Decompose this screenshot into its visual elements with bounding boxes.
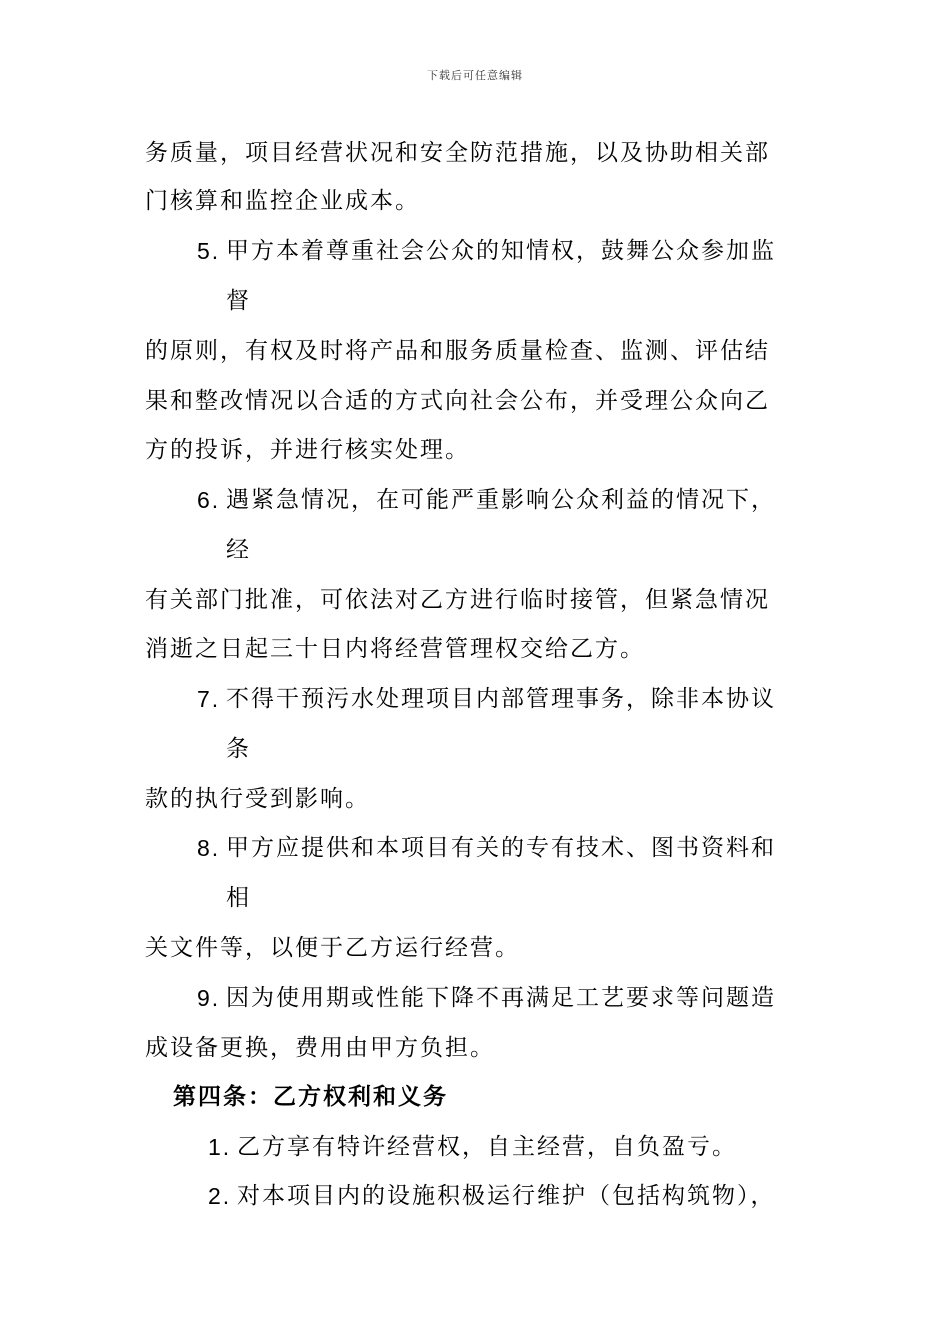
text-line: 款的执行受到影响。 [145, 786, 370, 812]
text-line: 的原则，有权及时将产品和服务质量检查、监测、评估结 [145, 338, 770, 364]
text-line: 果和整改情况以合适的方式向社会公布，并受理公众向乙 [145, 388, 770, 414]
list-number: 9. [197, 985, 221, 1011]
text-line: 方的投诉，并进行核实处理。 [145, 437, 470, 463]
text-line: 乙方享有特许经营权，自主经营，自负盈亏。 [237, 1134, 737, 1160]
text-line: 督 [226, 288, 251, 314]
text-line: 有关部门批准，可依法对乙方进行临时接管，但紧急情况 [145, 587, 770, 613]
text-line: 遇紧急情况，在可能严重影响公众利益的情况下， [226, 487, 776, 513]
text-line: 甲方本着尊重社会公众的知情权，鼓舞公众参加监 [226, 238, 776, 264]
text-line: 成设备更换，费用由甲方负担。 [145, 1035, 495, 1061]
text-line: 不得干预污水处理项目内部管理事务，除非本协议 [226, 686, 776, 712]
list-number: 7. [197, 686, 221, 712]
text-line: 因为使用期或性能下降不再满足工艺要求等问题造 [226, 985, 776, 1011]
text-line: 务质量，项目经营状况和安全防范措施，以及协助相关部 [145, 140, 770, 166]
text-line: 对本项目内的设施积极运行维护（包括构筑物）， [237, 1183, 776, 1209]
text-line: 经 [226, 537, 251, 563]
text-line: 条 [226, 736, 251, 762]
list-number: 8. [197, 835, 221, 861]
text-line: 关文件等，以便于乙方运行经营。 [145, 935, 520, 961]
text-line: 消逝之日起三十日内将经营管理权交给乙方。 [145, 636, 645, 662]
list-number: 2. [208, 1183, 232, 1209]
text-line: 甲方应提供和本项目有关的专有技术、图书资料和 [226, 835, 776, 861]
list-number: 6. [197, 487, 221, 513]
list-number: 1. [208, 1134, 232, 1160]
text-line: 门核算和监控企业成本。 [145, 188, 420, 214]
text-line: 相 [226, 885, 251, 911]
list-number: 5. [197, 238, 221, 264]
section-heading: 第四条：乙方权利和义务 [173, 1083, 448, 1110]
page-header: 下载后可任意编辑 [427, 69, 523, 82]
